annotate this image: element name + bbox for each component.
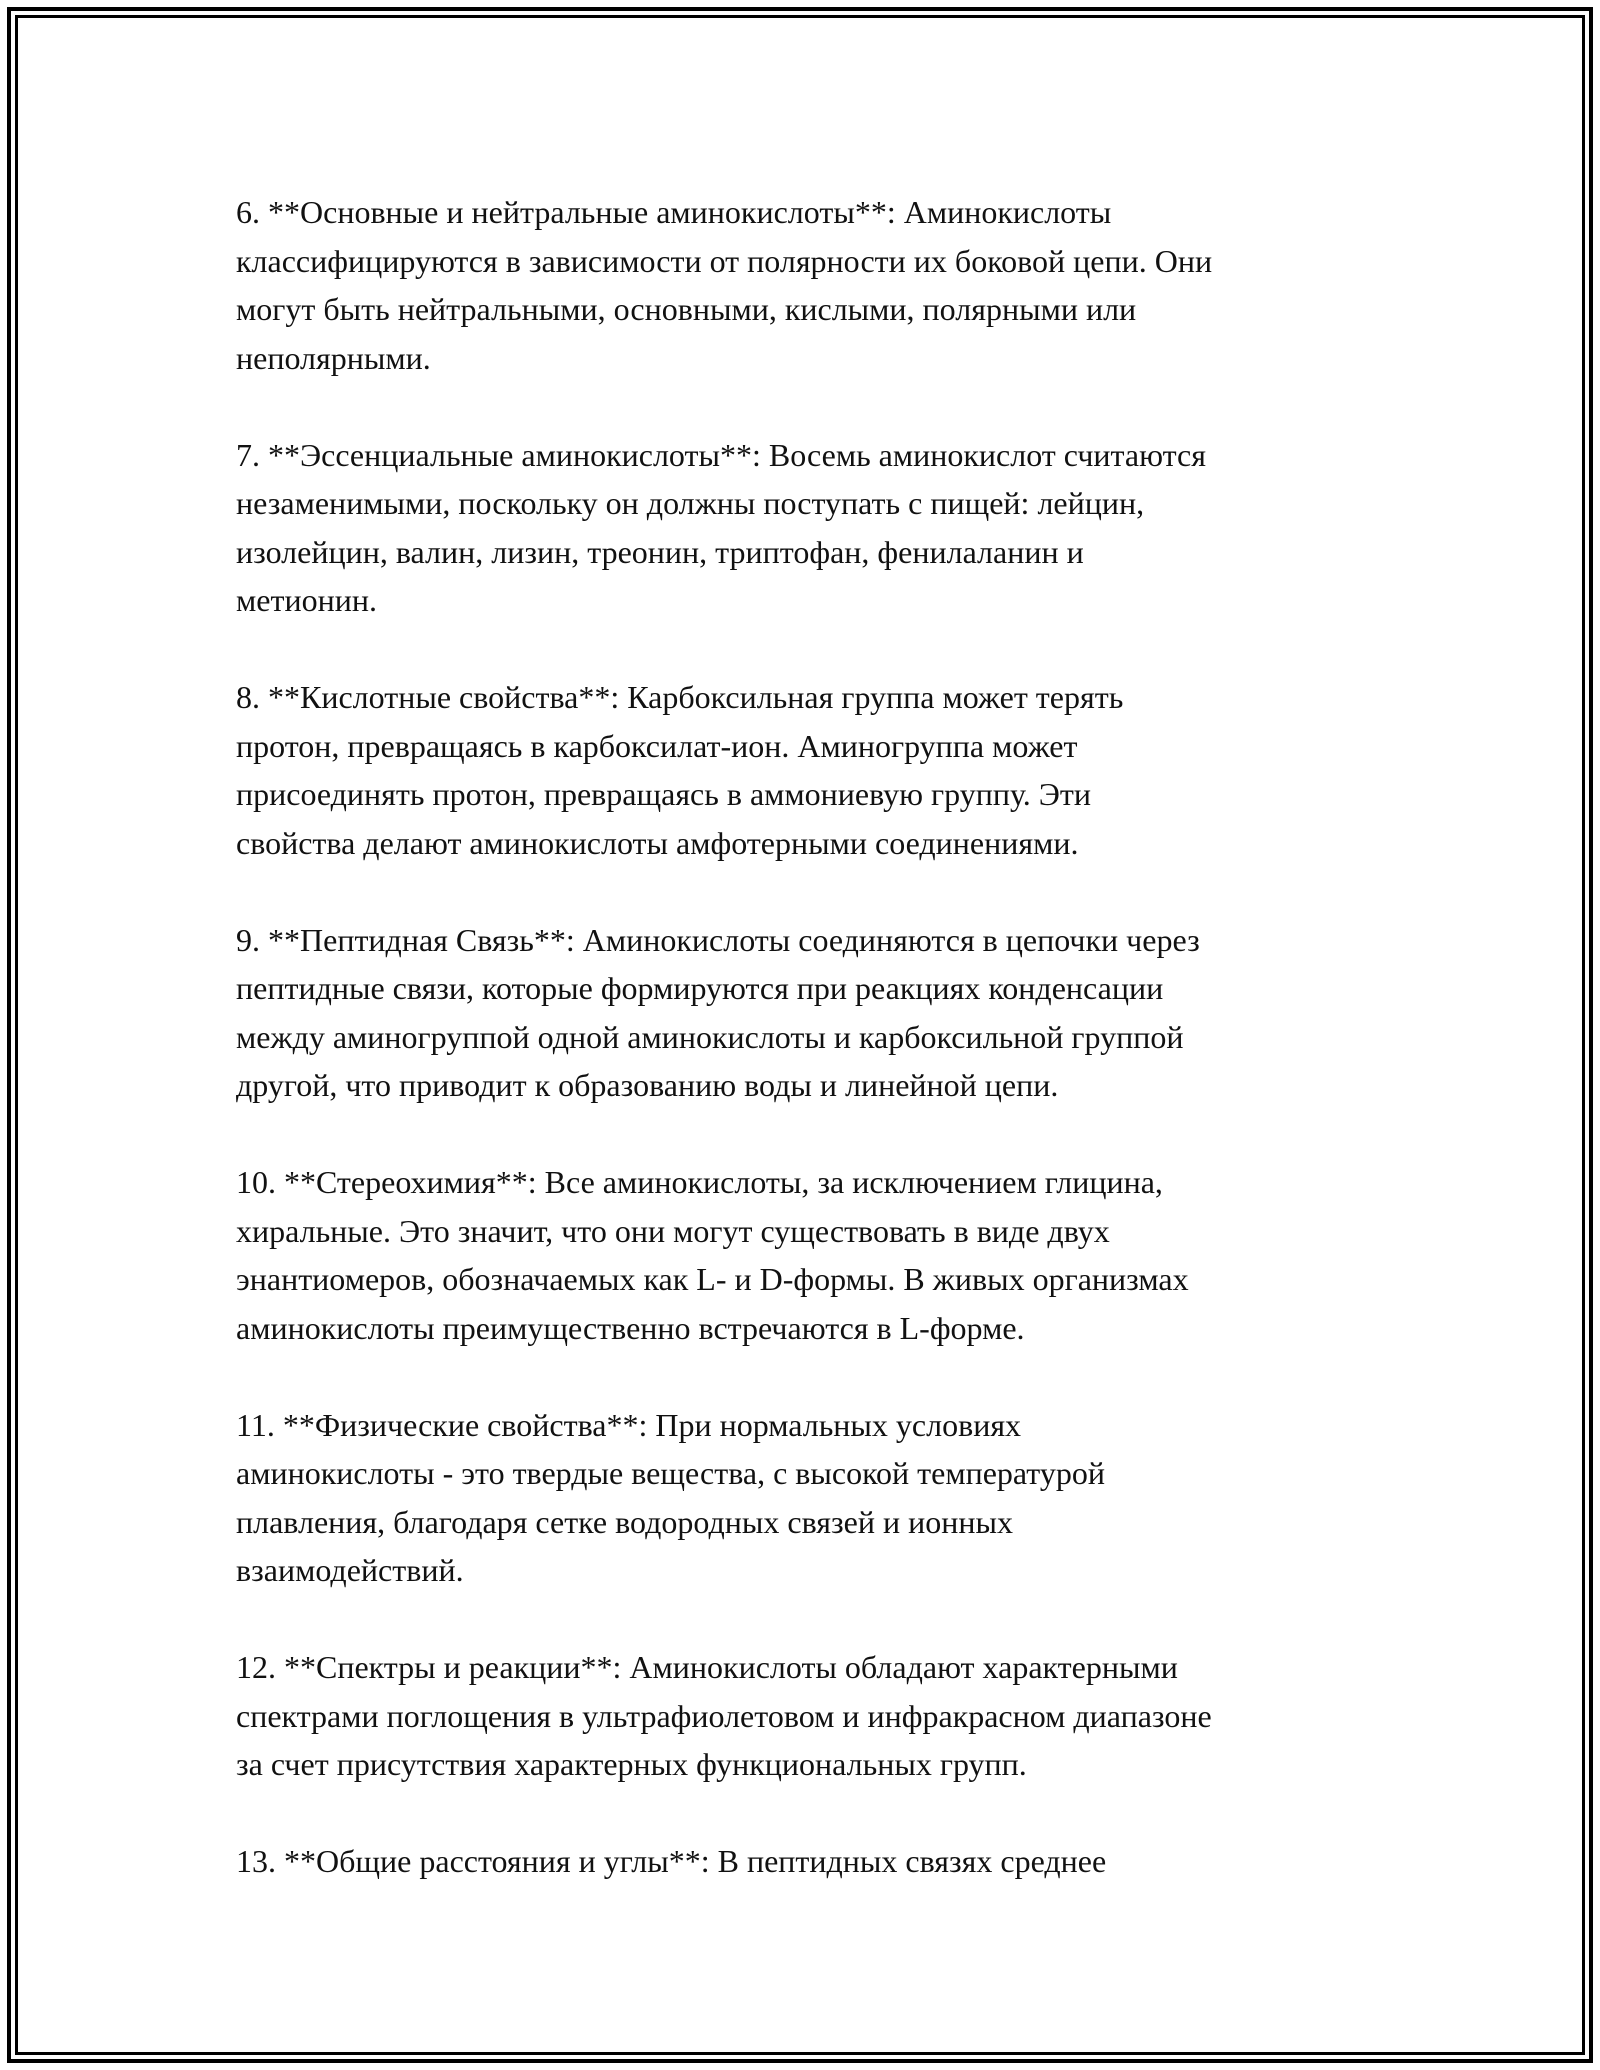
text-line: свойства делают аминокислоты амфотерными соединениями. [236,824,1079,861]
text-line: хиральные. Это значит, что они могут существовать в виде двух [236,1212,1110,1249]
text-line: классифицируются в зависимости от полярности их боковой цепи. Они [236,242,1213,279]
text-line: 8. **Кислотные свойства**: Карбоксильная группа может терять [236,679,1124,715]
paragraph-item-9 [236,916,1416,1110]
text-line: неполярными. [236,339,431,376]
text-line: спектрами поглощения в ультрафиолетовом и инфракрасном диапазоне [236,1697,1212,1734]
paragraph-item-13 [236,1837,1416,1886]
text-line: могут быть нейтральными, основными, кислыми, полярными или [236,291,1137,327]
text-line: между аминогруппой одной аминокислоты и карбоксильной группой [236,1018,1184,1055]
text-line: 10. **Стереохимия**: Все аминокислоты, за исключением глицина, [236,1164,1163,1200]
document-body [236,188,1416,1934]
text-line: 6. **Основные и нейтральные аминокислоты**: Аминокислоты [236,194,1112,230]
text-line: за счет присутствия характерных функциональных групп. [236,1746,1027,1782]
text-line: аминокислоты преимущественно встречаются в L-форме. [236,1309,1025,1346]
text-line: 12. **Спектры и реакции**: Аминокислоты обладают характерными [236,1649,1178,1685]
paragraph-item-7 [236,431,1416,625]
text-line: 13. **Общие расстояния и углы**: В пептидных связях среднее [236,1843,1107,1879]
text-line: 11. **Физические свойства**: При нормальных условиях [236,1406,1022,1443]
text-line: пептидные связи, которые формируются при реакциях конденсации [236,970,1164,1006]
text-line: 9. **Пептидная Связь**: Аминокислоты соединяются в цепочки через [236,921,1200,958]
paragraph-item-8 [236,673,1416,867]
text-line: присоединять протон, превращаясь в аммониевую группу. Эти [236,776,1092,812]
paragraph-item-12 [236,1643,1416,1789]
text-line: плавления, благодаря сетке водородных связей и ионных [236,1503,1013,1540]
paragraph-item-6 [236,188,1416,382]
paragraph-item-10 [236,1158,1416,1352]
text-line: энантиомеров, обозначаемых как L- и D-формы. В живых организмах [236,1261,1189,1297]
text-line: другой, что приводит к образованию воды и линейной цепи. [236,1067,1059,1103]
text-line: 7. **Эссенциальные аминокислоты**: Восемь аминокислот считаются [236,436,1206,473]
paragraph-item-11 [236,1401,1416,1595]
text-line: протон, превращаясь в карбоксилат-ион. Аминогруппа может [236,727,1078,764]
text-line: незаменимыми, поскольку он должны поступать с пищей: лейцин, [236,485,1145,521]
text-line: метионин. [236,582,377,618]
text-line: изолейцин, валин, лизин, треонин, триптофан, фенилаланин и [236,533,1084,570]
text-line: взаимодействий. [236,1552,464,1588]
text-line: аминокислоты - это твердые вещества, с высокой температурой [236,1455,1105,1491]
